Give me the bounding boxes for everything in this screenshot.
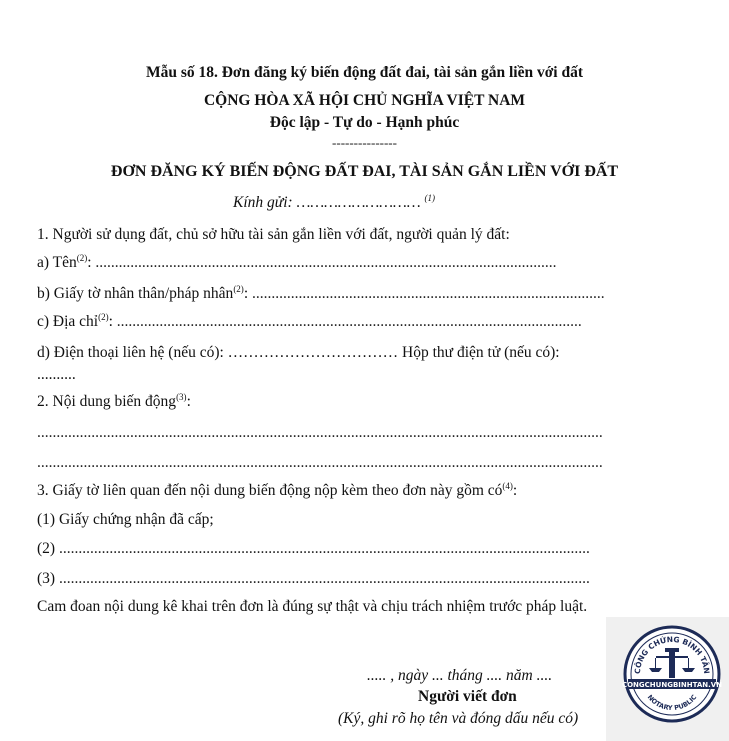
section2-title: 2. Nội dung biến động$^{(3)}$: [37, 392, 191, 410]
attachment-item-2: (2) ......................................................................................................................................... [37, 540, 590, 557]
stamp-bottom-text: NOTARY PUBLIC [645, 693, 699, 713]
phone-line: d) Điện thoại liên hệ (nếu có): …………………………… Hộp thư điện tử (nếu có): [37, 344, 560, 361]
recipient-line [233, 194, 435, 212]
name-field: a) Tên$^{(2)}$: ....................................................................................................................... [37, 253, 557, 271]
section3-title: 3. Giấy tờ liên quan đến nội dung biến động nộp kèm theo đơn này gồm $có^{(4)}$: [37, 481, 518, 499]
stamp-top-text: CÔNG CHỨNG BÌNH TÂN [632, 634, 712, 675]
date-line: ..... , ngày ... tháng .... năm .... [367, 667, 553, 684]
form-heading: ĐƠN ĐĂNG KÝ BIẾN ĐỘNG ĐẤT ĐAI, TÀI SẢN GẮN LIỀN VỚI ĐẤT [110, 163, 619, 180]
motto: Độc lập - Tự do - Hạnh phúc [269, 114, 460, 131]
attachment-3-label: (3) [37, 570, 56, 587]
signer-title: Người viết đơn [418, 688, 517, 705]
stamp-band-text: CONGCHUNGBINHTAN.VN [622, 681, 722, 689]
section3-note: (4) [502, 481, 513, 491]
id-note: (2) [233, 284, 244, 294]
sign-instruction: (Ký, ghi rõ họ tên và đóng dấu nếu có) [338, 710, 579, 727]
address-field: c) Địa chỉ$^{(2)}$: ........................................................................................................................ [37, 312, 582, 330]
name-note: (2) [76, 253, 88, 263]
content-line-1: .................................................................................................................................................. [37, 424, 603, 441]
separator: --------------- [332, 135, 397, 150]
nation-title: CỘNG HÒA XÃ HỘI CHỦ NGHĨA VIỆT NAM [203, 92, 526, 109]
content-line-2: .................................................................................................................................................. [37, 454, 603, 471]
name-dots: ....................................................................................................................... [95, 254, 557, 271]
id-label: b) Giấy tờ nhân thân/pháp nhân [37, 285, 234, 302]
id-field: b) Giấy tờ nhân thân/pháp nhân$^{(2)}$: ........................................................................................... [37, 284, 605, 302]
form-title: Mẫu số 18. Đơn đăng ký biến động đất đai, tài sản gắn liền với đất [145, 64, 584, 81]
section3-label: 3. Giấy tờ liên quan đến nội dung biến động nộp kèm theo đơn này gồm có [37, 482, 503, 499]
attachment-2-label: (2) [37, 540, 56, 557]
section2-note: (3) [176, 392, 187, 402]
notary-stamp [606, 617, 729, 741]
commitment-text: Cam đoan nội dung kê khai trên đơn là đúng sự thật và chịu trách nhiệm trước pháp luật. [37, 598, 588, 615]
phone-cont: .......... [37, 366, 76, 383]
id-dots: ........................................................................................... [252, 285, 605, 302]
notary-seal-icon [622, 624, 722, 724]
recipient-note: (1) [424, 193, 435, 203]
attachment-item-1: (1) Giấy chứng nhận đã cấp; [37, 511, 214, 528]
section2-label: 2. Nội dung biến động [37, 393, 177, 410]
section1-title: 1. Người sử dụng đất, chủ sở hữu tài sản gắn liền với đất, người quản lý đất: [37, 226, 510, 243]
address-note: (2) [98, 312, 109, 322]
address-dots: ........................................................................................................................ [116, 313, 582, 330]
address-label: c) Địa chỉ [37, 313, 99, 330]
recipient-label: Kính gửi: ……………………… [233, 194, 421, 211]
attachment-item-3: (3) ......................................................................................................................................... [37, 570, 590, 587]
name-label: a) Tên [37, 254, 77, 271]
